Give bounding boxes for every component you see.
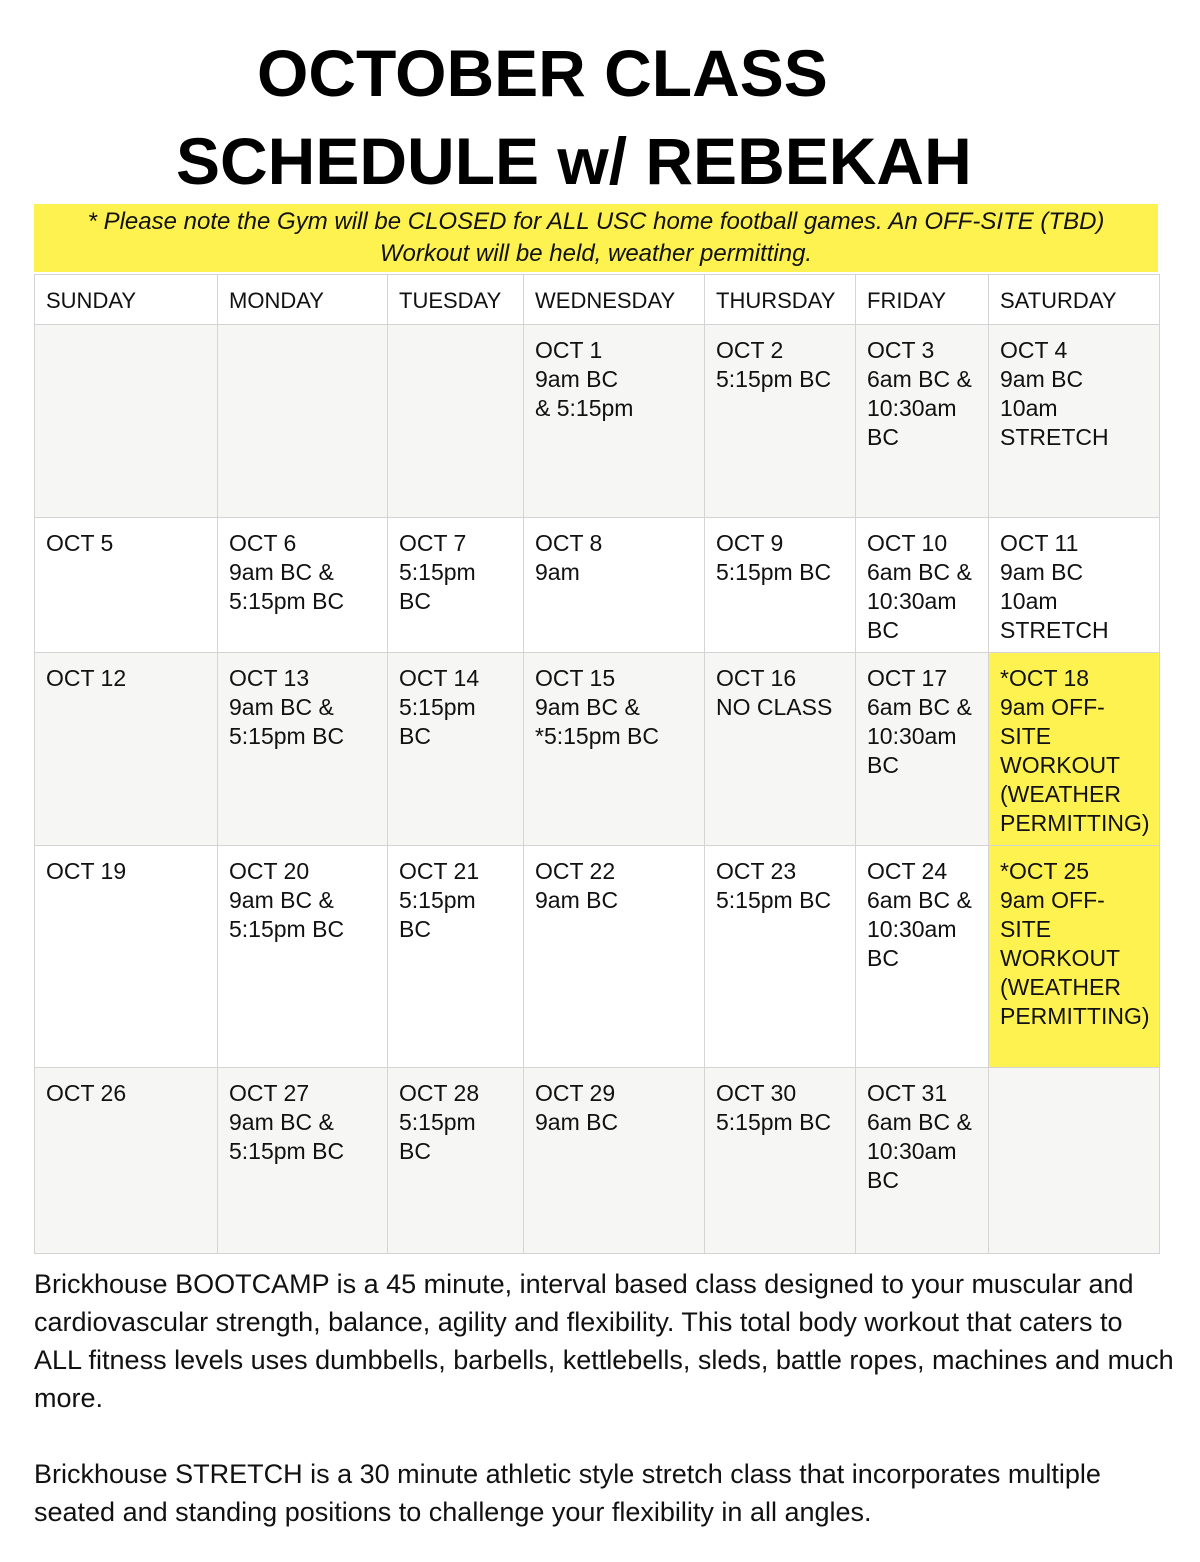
calendar-day-cell: [35, 1068, 218, 1254]
class-time-line: WORKOUT: [1000, 945, 1121, 971]
class-time-line: 9am BC &: [229, 1109, 334, 1135]
class-time-line: BC: [867, 945, 899, 971]
class-time-line: 6am BC &: [867, 1109, 972, 1135]
class-time-line: 5:15pm BC: [716, 559, 832, 585]
calendar-day-cell: [35, 846, 218, 1068]
calendar-day-cell: [524, 653, 705, 846]
calendar-day-cell: [989, 846, 1160, 1068]
class-time-line: 5:15pm BC: [716, 366, 832, 392]
calendar-body: [35, 325, 1160, 1254]
class-time-line: 9am: [535, 559, 580, 585]
calendar-day-cell: [524, 1068, 705, 1254]
calendar-day-cell: [705, 653, 856, 846]
calendar-empty-cell: [989, 1068, 1160, 1254]
class-time-line: BC: [867, 617, 899, 643]
day-date-label: OCT 19: [46, 858, 127, 884]
day-date-label: *OCT 18: [1000, 665, 1090, 691]
day-date-label: OCT 7: [399, 530, 467, 556]
day-date-label: OCT 8: [535, 530, 603, 556]
day-header-sunday: SUNDAY: [35, 275, 218, 325]
calendar-day-cell: [218, 653, 388, 846]
calendar-empty-cell: [218, 325, 388, 518]
class-time-line: 9am BC &: [229, 559, 334, 585]
day-date-label: *OCT 25: [1000, 858, 1090, 884]
calendar-day-cell: [35, 653, 218, 846]
day-date-label: OCT 11: [1000, 530, 1079, 556]
class-time-line: SITE: [1000, 723, 1052, 749]
day-date-label: OCT 28: [399, 1080, 480, 1106]
calendar-day-cell: [989, 653, 1160, 846]
calendar-day-cell: [524, 518, 705, 653]
calendar-week-row: [35, 653, 1160, 846]
day-date-label: OCT 31: [867, 1080, 948, 1106]
calendar-day-cell: [388, 846, 524, 1068]
day-date-label: OCT 16: [716, 665, 797, 691]
calendar-day-cell: [989, 518, 1160, 653]
class-time-line: 9am OFF-: [1000, 887, 1105, 913]
day-header-row: [35, 275, 1160, 325]
class-time-line: 10am: [1000, 588, 1058, 614]
calendar-day-cell: [218, 1068, 388, 1254]
class-time-line: & 5:15pm: [535, 395, 634, 421]
day-date-label: OCT 13: [229, 665, 310, 691]
calendar-day-cell: [856, 325, 989, 518]
day-date-label: OCT 5: [46, 530, 114, 556]
page-title-line-1: OCTOBER CLASS: [257, 36, 828, 110]
calendar-day-cell: [218, 518, 388, 653]
calendar-day-cell: [705, 325, 856, 518]
class-time-line: 9am BC: [535, 1109, 619, 1135]
class-time-line: (WEATHER: [1000, 974, 1121, 1000]
class-time-line: 5:15pm BC: [229, 916, 345, 942]
class-time-line: 5:15pm: [399, 1109, 476, 1135]
class-time-line: PERMITTING): [1000, 810, 1150, 836]
class-time-line: 9am BC: [535, 366, 619, 392]
class-time-line: 6am BC &: [867, 694, 972, 720]
calendar-day-cell: [388, 1068, 524, 1254]
calendar-day-cell: [524, 325, 705, 518]
class-time-line: 5:15pm: [399, 887, 476, 913]
calendar-empty-cell: [388, 325, 524, 518]
day-date-label: OCT 22: [535, 858, 616, 884]
calendar-day-cell: [705, 846, 856, 1068]
class-time-line: 5:15pm BC: [229, 1138, 345, 1164]
page-title-line-2: SCHEDULE w/ REBEKAH: [176, 124, 972, 198]
class-time-line: BC: [867, 752, 899, 778]
class-time-line: BC: [399, 1138, 431, 1164]
day-date-label: OCT 20: [229, 858, 310, 884]
class-time-line: *5:15pm BC: [535, 723, 660, 749]
calendar-day-cell: [856, 653, 989, 846]
class-time-line: BC: [399, 588, 431, 614]
day-date-label: OCT 27: [229, 1080, 310, 1106]
class-time-line: 9am BC: [1000, 559, 1084, 585]
class-time-line: 5:15pm: [399, 559, 476, 585]
class-time-line: 10:30am: [867, 395, 957, 421]
day-date-label: OCT 15: [535, 665, 616, 691]
calendar-empty-cell: [35, 325, 218, 518]
day-date-label: OCT 3: [867, 337, 935, 363]
class-time-line: STRETCH: [1000, 617, 1109, 643]
calendar-day-cell: [856, 846, 989, 1068]
class-time-line: 10:30am: [867, 1138, 957, 1164]
class-time-line: 10:30am: [867, 916, 957, 942]
day-date-label: OCT 30: [716, 1080, 797, 1106]
class-time-line: 5:15pm: [399, 694, 476, 720]
day-date-label: OCT 14: [399, 665, 480, 691]
day-header-tuesday: TUESDAY: [388, 275, 524, 325]
day-date-label: OCT 26: [46, 1080, 127, 1106]
class-time-line: BC: [867, 424, 899, 450]
calendar-day-cell: [218, 846, 388, 1068]
class-time-line: 9am OFF-: [1000, 694, 1105, 720]
day-date-label: OCT 29: [535, 1080, 616, 1106]
class-time-line: 9am BC: [535, 887, 619, 913]
calendar-day-cell: [989, 325, 1160, 518]
calendar-day-cell: [35, 518, 218, 653]
calendar-week-row: [35, 325, 1160, 518]
calendar-week-row: [35, 518, 1160, 653]
day-header-saturday: SATURDAY: [989, 275, 1160, 325]
day-date-label: OCT 24: [867, 858, 948, 884]
calendar-day-cell: [705, 518, 856, 653]
calendar-day-cell: [856, 518, 989, 653]
day-date-label: OCT 9: [716, 530, 784, 556]
october-calendar-table: [34, 274, 1160, 1254]
class-time-line: WORKOUT: [1000, 752, 1121, 778]
class-time-line: 5:15pm BC: [716, 887, 832, 913]
calendar-week-row: [35, 846, 1160, 1068]
calendar-day-cell: [388, 518, 524, 653]
class-time-line: 5:15pm BC: [229, 588, 345, 614]
class-time-line: 9am BC &: [535, 694, 640, 720]
class-time-line: BC: [399, 916, 431, 942]
day-date-label: OCT 2: [716, 337, 784, 363]
day-date-label: OCT 23: [716, 858, 797, 884]
day-header-monday: MONDAY: [218, 275, 388, 325]
calendar-week-row: [35, 1068, 1160, 1254]
stretch-description: Brickhouse STRETCH is a 30 minute athletic style stretch class that incorporates multiple seated and standing positions to challenge your flexibility in all angles.: [34, 1459, 1101, 1527]
day-date-label: OCT 1: [535, 337, 603, 363]
calendar-day-cell: [856, 1068, 989, 1254]
day-header-wednesday: WEDNESDAY: [524, 275, 705, 325]
class-time-line: 6am BC &: [867, 887, 972, 913]
class-time-line: BC: [399, 723, 431, 749]
class-time-line: (WEATHER: [1000, 781, 1121, 807]
class-time-line: SITE: [1000, 916, 1052, 942]
class-time-line: NO CLASS: [716, 694, 833, 720]
day-date-label: OCT 21: [399, 858, 480, 884]
calendar-day-cell: [388, 653, 524, 846]
class-time-line: PERMITTING): [1000, 1003, 1150, 1029]
class-time-line: 10:30am: [867, 588, 957, 614]
class-time-line: 5:15pm BC: [716, 1109, 832, 1135]
class-time-line: 9am BC &: [229, 694, 334, 720]
class-time-line: BC: [867, 1167, 899, 1193]
class-time-line: 9am BC: [1000, 366, 1084, 392]
calendar-day-cell: [524, 846, 705, 1068]
class-time-line: 10:30am: [867, 723, 957, 749]
class-time-line: 5:15pm BC: [229, 723, 345, 749]
class-time-line: 9am BC &: [229, 887, 334, 913]
day-header-friday: FRIDAY: [856, 275, 989, 325]
day-date-label: OCT 12: [46, 665, 127, 691]
closure-notice-banner: * Please note the Gym will be CLOSED for ALL USC home football games. An OFF-SITE (TBD) Workout will be held, weather permitting.: [34, 204, 1158, 272]
day-date-label: OCT 6: [229, 530, 297, 556]
bootcamp-description: Brickhouse BOOTCAMP is a 45 minute, interval based class designed to your muscular and cardiovascular strength, balance, agility and flexibility. This total body workout that caters to ALL fitness levels uses dumbbells, barbells, kettlebells, sleds, battle ropes, machines and much more.: [34, 1269, 1174, 1413]
day-date-label: OCT 17: [867, 665, 948, 691]
class-time-line: STRETCH: [1000, 424, 1109, 450]
class-time-line: 6am BC &: [867, 366, 972, 392]
day-date-label: OCT 4: [1000, 337, 1068, 363]
day-header-thursday: THURSDAY: [705, 275, 856, 325]
class-time-line: 10am: [1000, 395, 1058, 421]
class-time-line: 6am BC &: [867, 559, 972, 585]
calendar-day-cell: [705, 1068, 856, 1254]
day-date-label: OCT 10: [867, 530, 948, 556]
